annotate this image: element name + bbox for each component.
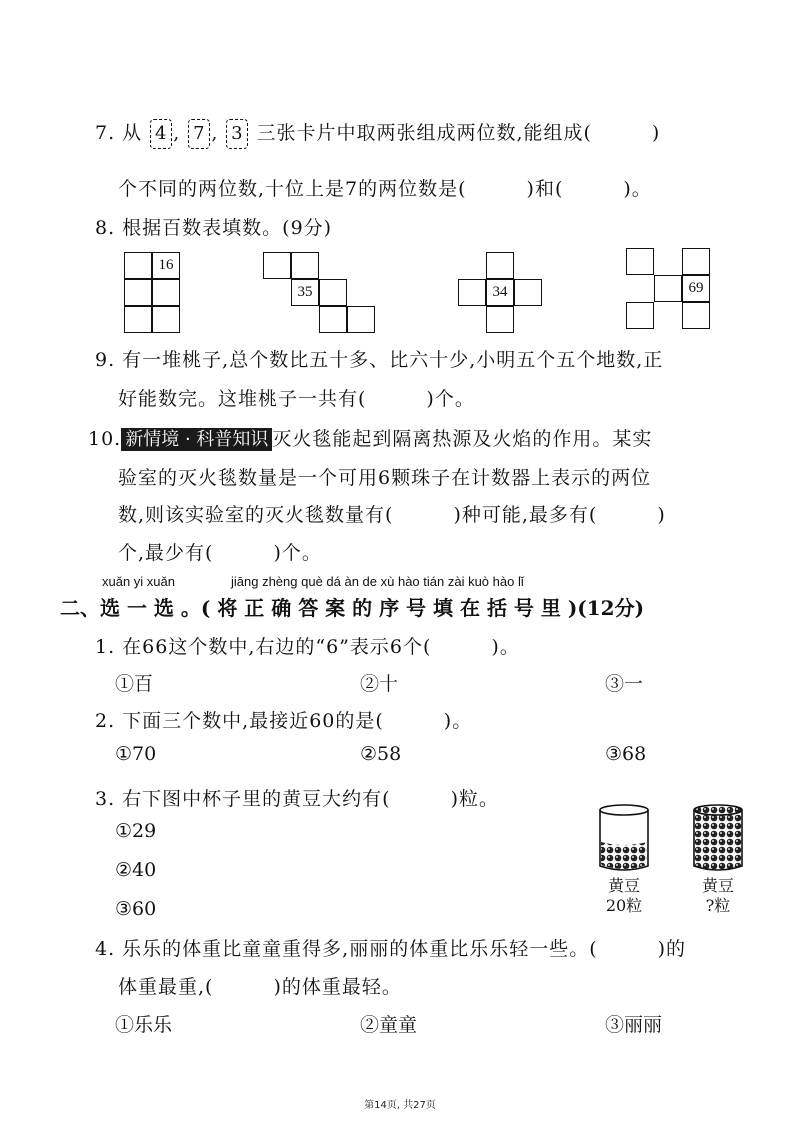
cup2-label: 黄豆 [701, 876, 734, 895]
cup1-label: 黄豆 [607, 876, 640, 895]
grid-b-given: 35 [291, 279, 319, 306]
q10-line1 [88, 424, 652, 451]
q7-text: 三张卡片中取两张组成两位数,能组成( ) [256, 122, 661, 144]
s3-option-2: ②40 [115, 859, 157, 881]
bean-cups-figure [590, 798, 750, 878]
number-card-7: 7 [188, 119, 210, 149]
q8-text: 8. 根据百数表填数。(9分) [95, 217, 333, 239]
grid-a-given: 16 [152, 252, 180, 279]
number-card-3: 3 [226, 119, 248, 149]
q9-line1: 9. 有一堆桃子,总个数比五十多、比六十少,小明五个五个地数,正 [95, 349, 664, 371]
pinyin-title: xuǎn yi xuǎn [102, 574, 175, 589]
pinyin-instruction: jiāng zhèng què dá àn de xù hào tián zài kuò hào lǐ [231, 574, 524, 589]
s1-option-2: ②十 [360, 673, 399, 695]
q10-text: 灭火毯能起到隔离热源及火焰的作用。某实 [272, 428, 653, 450]
s4-option-2: ②童童 [360, 1014, 418, 1036]
s3-question: 3. 右下图中杯子里的黄豆大约有( )粒。 [95, 788, 499, 810]
s4-line1: 4. 乐乐的体重比童童重得多,丽丽的体重比乐乐轻一些。( )的 [95, 938, 687, 960]
cup-20-beans-icon [600, 805, 648, 870]
page-number: 第14页, 共27页 [364, 1100, 436, 1111]
s3-option-1: ①29 [115, 820, 157, 842]
q7-line1 [95, 118, 660, 149]
grid-d-given: 69 [682, 275, 710, 302]
s2-question: 2. 下面三个数中,最接近60的是( )。 [95, 710, 473, 732]
q10-line3: 数,则该实验室的灭火毯数量有( )种可能,最多有( ) [118, 504, 666, 526]
q7-comma: , [173, 122, 181, 144]
cup2-count: ?粒 [705, 896, 731, 915]
q9-line2: 好能数完。这堆桃子一共有( )个。 [118, 388, 475, 410]
q10-number: 10. [88, 428, 122, 450]
s4-option-1: ①乐乐 [115, 1014, 173, 1036]
s2-option-3: ③68 [605, 743, 647, 765]
s1-question: 1. 在66这个数中,右边的“6”表示6个( )。 [95, 636, 520, 658]
s4-line2: 体重最重,( )的体重最轻。 [118, 976, 402, 998]
q10-line2: 验室的灭火毯数量是一个可用6颗珠子在计数器上表示的两位 [118, 467, 652, 489]
s1-option-3: ③一 [605, 673, 644, 695]
s4-option-3: ③丽丽 [605, 1014, 663, 1036]
q7-prefix: 7. 从 [95, 122, 143, 144]
cup1-caption [596, 876, 652, 916]
cup2-caption [690, 876, 746, 916]
q10-line4: 个,最少有( )个。 [118, 542, 322, 564]
q7-comma: , [211, 122, 219, 144]
grid-c-given: 34 [486, 279, 514, 306]
number-card-4: 4 [150, 119, 172, 149]
q7-line2: 个不同的两位数,十位上是7的两位数是( )和( )。 [118, 178, 652, 200]
section-title: 二、选 一 选 。( 将 正 确 答 案 的 序 号 填 在 括 号 里 )(12分) [60, 596, 645, 620]
s3-option-3: ③60 [115, 898, 157, 920]
s1-option-1: ①百 [115, 673, 154, 695]
s2-option-2: ②58 [360, 743, 402, 765]
topic-tag: 新情境 · 科普知识 [121, 428, 272, 451]
cup1-count: 20粒 [605, 896, 643, 915]
s2-option-1: ①70 [115, 743, 157, 765]
cup-full-beans-icon [694, 805, 742, 870]
